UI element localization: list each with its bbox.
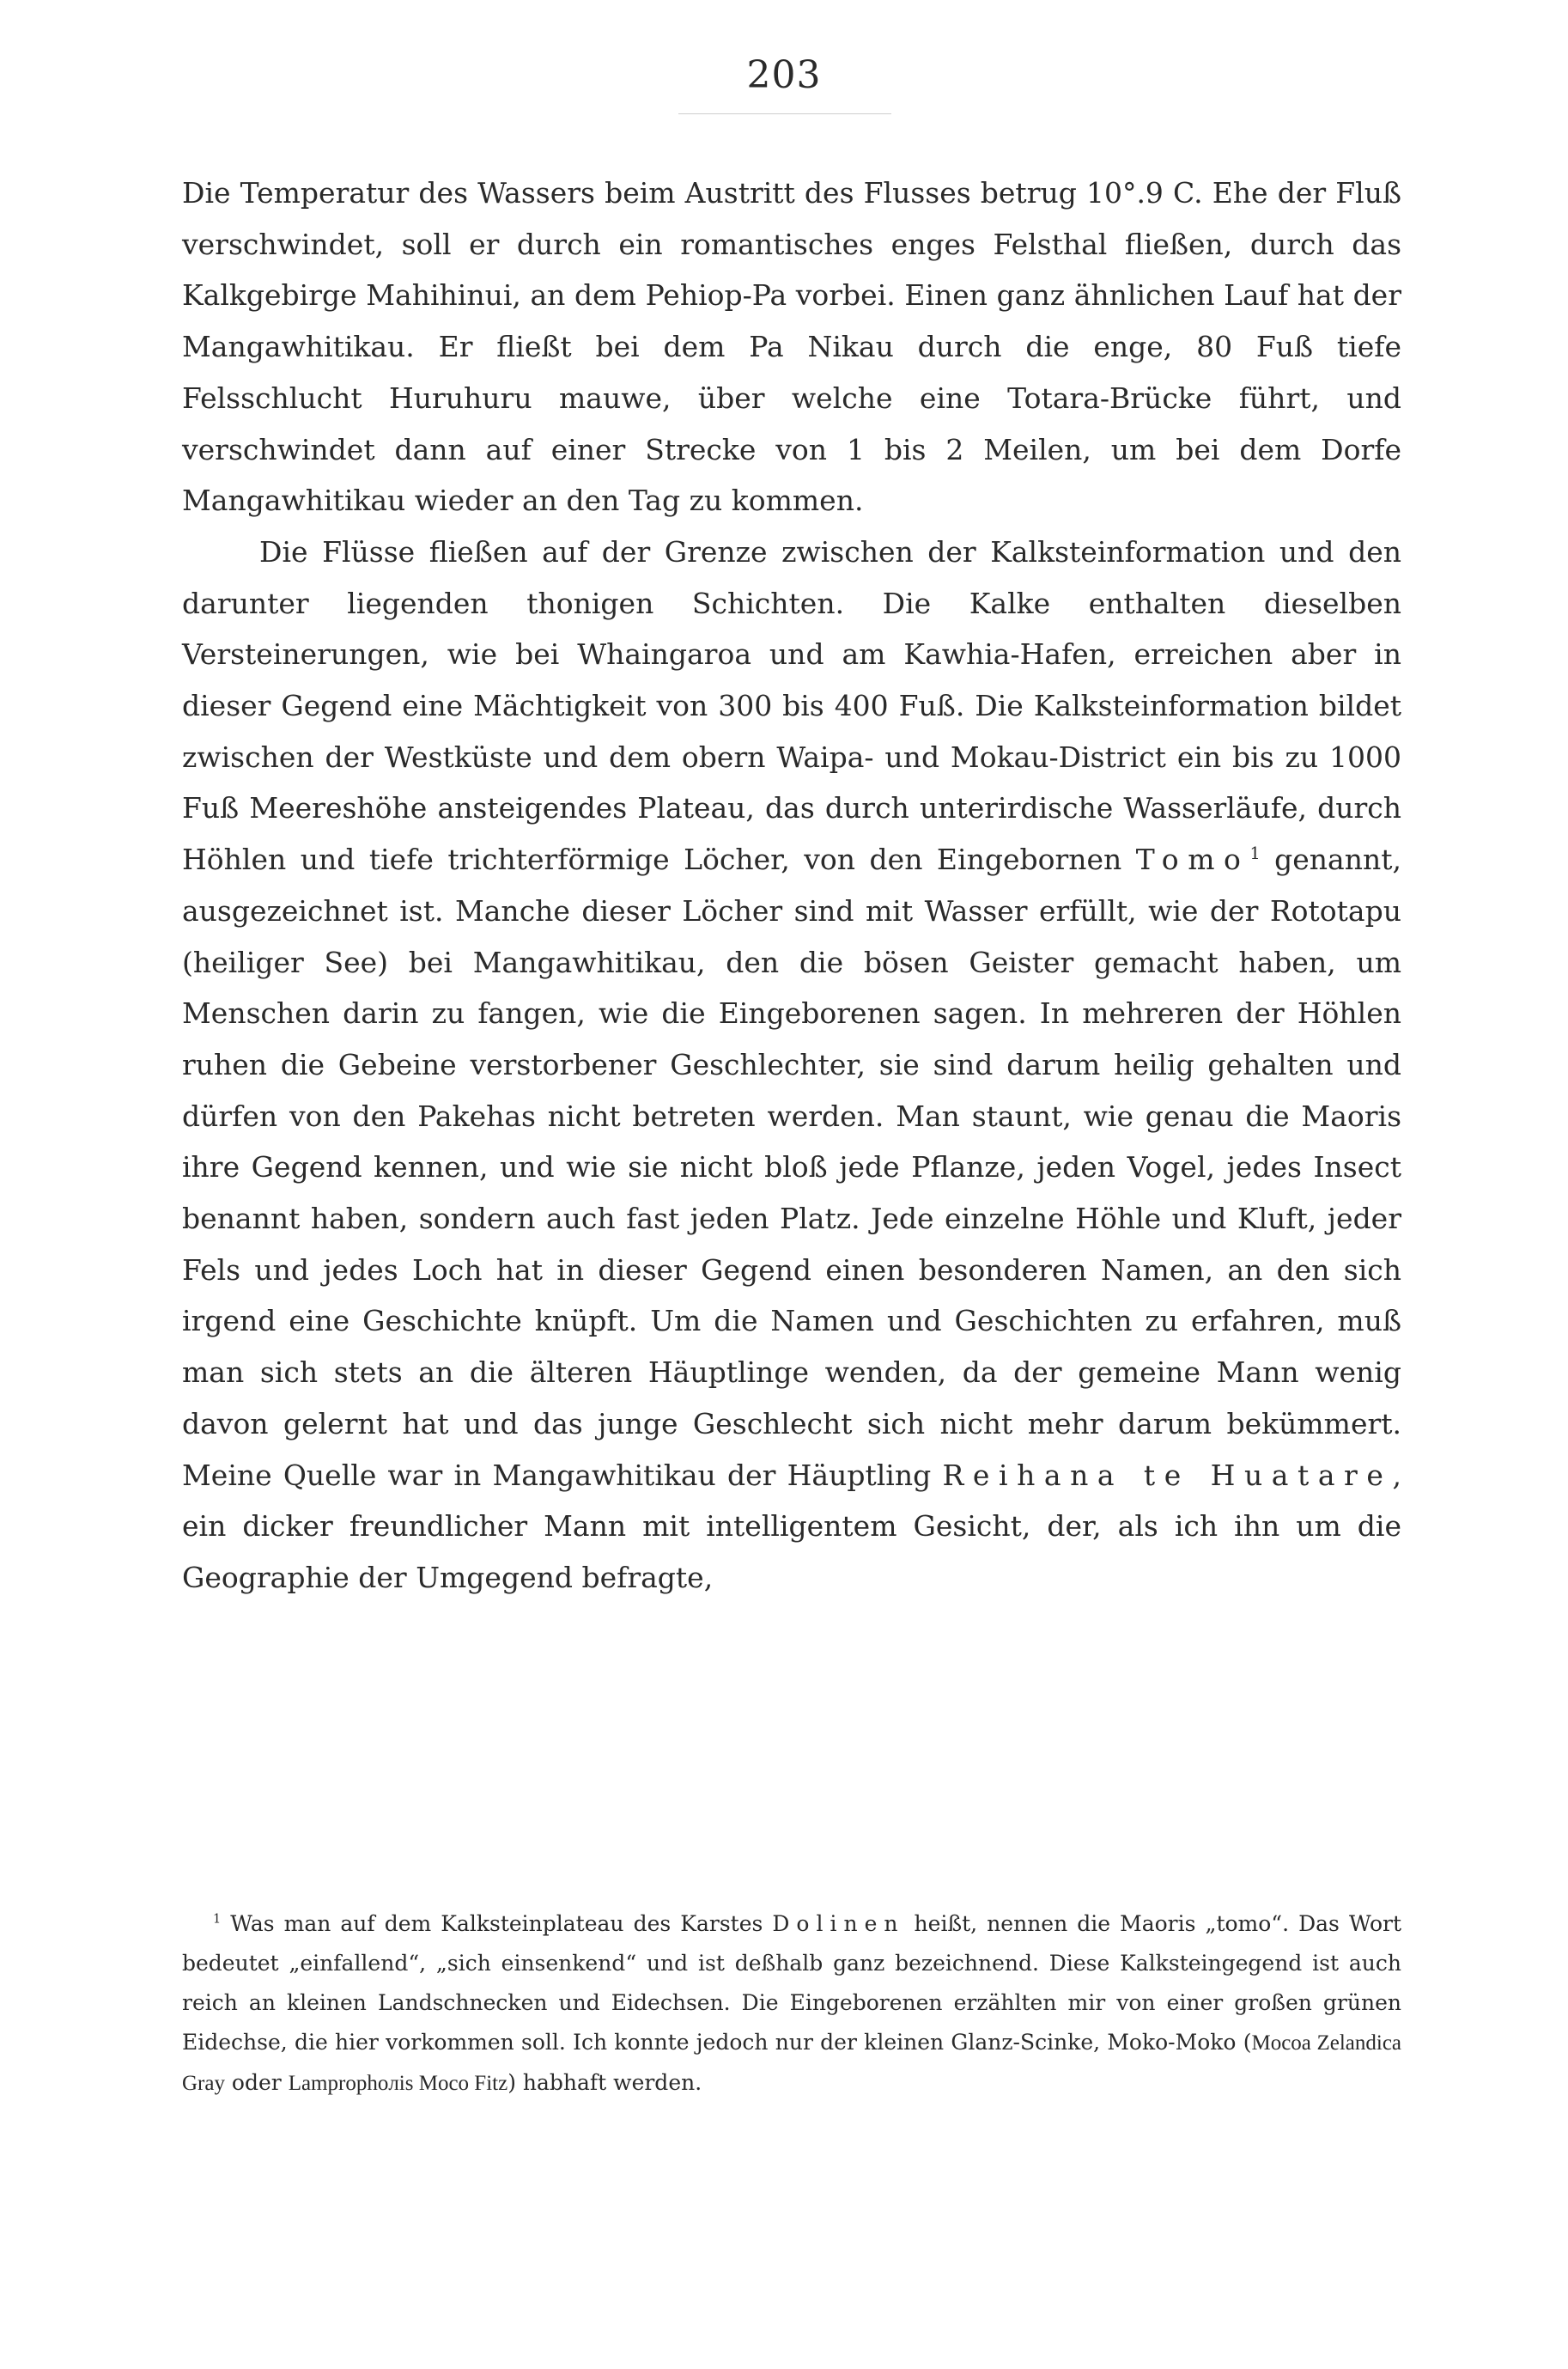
page-number: 203: [746, 53, 822, 97]
footnote: [182, 1904, 1401, 2104]
text-run: oder: [224, 2070, 289, 2095]
text-run: Was man auf dem Kalksteinplateau des Karstes: [221, 1911, 773, 1936]
footnote-marker: 1: [1249, 843, 1261, 864]
text-run: , ein dicker freundlicher Mann mit intelligentem Gesicht, der, als ich ihn um die Geographie der Umgegend befragte,: [182, 1458, 1401, 1594]
spaced-emphasis: Tomo: [1135, 843, 1250, 877]
main-text: [182, 167, 1401, 1604]
paragraph-1: [182, 167, 1401, 527]
text-run: Mocoa Zelandica Gray: [182, 2031, 1402, 2095]
text-run: genannt, ausgezeichnet ist. Manche dieser Löcher sind mit Wasser erfüllt, wie der Rototapu (heiliger See) bei Mangawhitikau, den die bösen Geister gemacht haben, um Menschen darin zu fangen, wie die Eingeborenen sagen. In mehreren der Höhlen ruhen die Gebeine verstorbener Geschlechter, sie sind darum heilig gehalten und dürfen von den Pakehas nicht betreten werden. Man staunt, wie genau die Maoris ihre Gegend kennen, und wie sie nicht bloß jede Pflanze, jeden Vogel, jedes Insect benannt haben, sondern auch fast jeden Platz. Jede einzelne Höhle und Kluft, jeder Fels und jedes Loch hat in dieser Gegend einen besonderen Namen, an den sich irgend eine Geschichte knüpft. Um die Namen und Geschichten zu erfahren, muß man sich stets an die älteren Häuptlinge wenden, da der gemeine Mann wenig davon gelernt hat und das junge Geschlecht sich nicht mehr darum bekümmert. Meine Quelle war in Mangawhitikau der Häuptling: [182, 843, 1401, 1492]
text-run: Die Flüsse fließen auf der Grenze zwischen der Kalksteinformation und den darunter liegenden thonigen Schichten. Die Kalke enthalten dieselben Versteinerungen, wie bei Whaingaroa und am Kawhia-Hafen, erreichen aber in dieser Gegend eine Mächtigkeit von 300 bis 400 Fuß. Die Kalksteinformation bildet zwischen der Westküste und dem obern Waipa- und Mokau-District ein bis zu 1000 Fuß Meereshöhe ansteigendes Plateau, das durch unterirdische Wasserläufe, durch Höhlen und tiefe trichterförmige Löcher, von den Eingebornen: [182, 534, 1401, 877]
text-run: heißt, nennen die Maoris „tomo“. Das Wort bedeutet „einfallend“, „sich einsenkend“ und ist deßhalb ganz bezeichnend. Diese Kalksteingegend ist auch reich an kleinen Landschnecken und Eidechsen. Die Eingeborenen erzählten mir von einer großen grünen Eidechse, die hier vorkommen soll. Ich konnte jedoch nur der kleinen Glanz-Scinke, Moko-Moko (: [182, 1911, 1401, 2055]
paragraph-2: [182, 527, 1401, 1604]
footnote-marker: 1: [213, 1912, 222, 1927]
spaced-emphasis: Dolinen: [772, 1911, 905, 1936]
spaced-emphasis: Reihana te Huatare: [942, 1458, 1393, 1492]
text-run: ) habhaft werden.: [507, 2070, 702, 2095]
header-rule: [678, 113, 891, 114]
text-run: Die Temperatur des Wassers beim Austritt des Flusses betrug 10°.9 C. Ehe der Fluß verschwindet, soll er durch ein romantisches enges Felsthal fließen, durch das Kalkgebirge Mahihinui, an dem Pehiop-Pa vorbei. Einen ganz ähnlichen Lauf hat der Mangawhitikau. Er fließt bei dem Pa Nikau durch die enge, 80 Fuß tiefe Felsschlucht Huruhuru mauwe, über welche eine Totara-Brücke führt, und verschwindet dann auf einer Strecke von 1 bis 2 Meilen, um bei dem Dorfe Mangawhitikau wieder an den Tag zu kommen.: [182, 176, 1401, 518]
footnote-text: [182, 1904, 1401, 2104]
text-run: Lamprophoлis Moco Fitz: [288, 2072, 508, 2095]
